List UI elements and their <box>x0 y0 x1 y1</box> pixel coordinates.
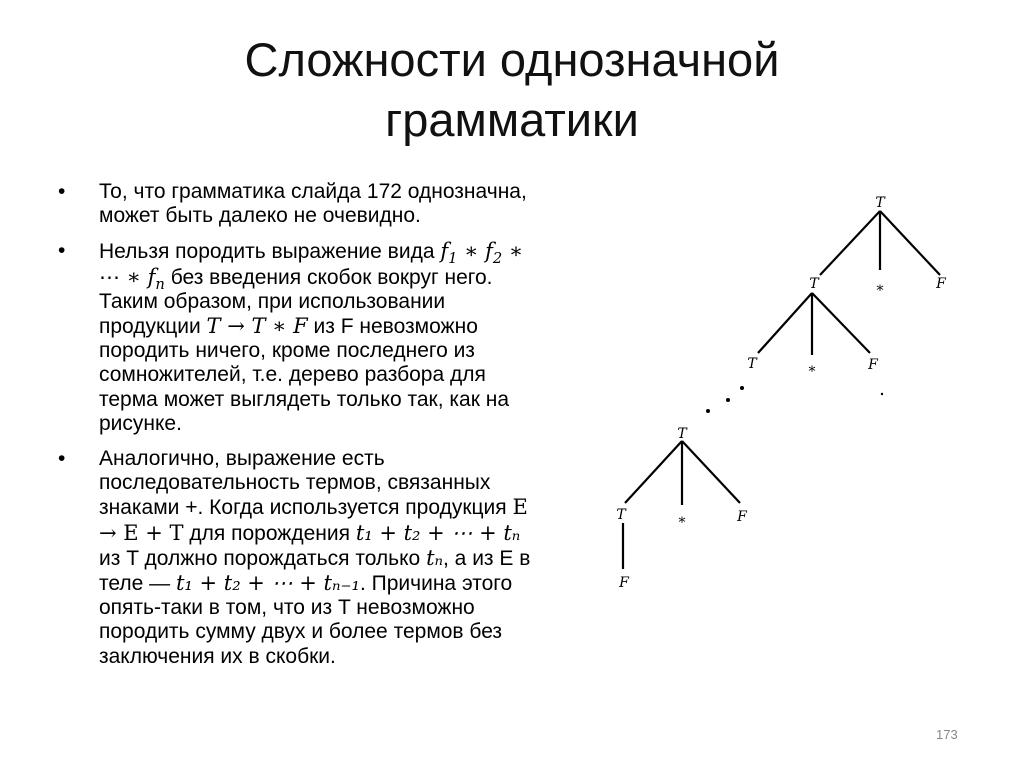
bullet-list <box>58 180 538 680</box>
edge-l3-f <box>682 441 740 503</box>
tree-edges <box>623 211 940 569</box>
title-line-1: Сложности однозначной <box>244 33 780 86</box>
formula-tn: tₙ <box>426 545 444 570</box>
title-line-2: грамматики <box>385 93 639 146</box>
ellipsis-dots <box>706 386 883 413</box>
bullet-dot-icon: • <box>58 180 66 203</box>
bullet-3-text-2: для порождения <box>183 521 356 545</box>
ellipsis-dot <box>706 409 710 413</box>
node-l2-t: T <box>747 356 757 372</box>
node-l2-star: * <box>808 364 816 380</box>
ellipsis-dot <box>740 386 744 390</box>
edge-l3-t <box>625 441 682 503</box>
formula-op-2: ∗ ⋯ ∗ <box>99 239 524 289</box>
edge-root-t <box>820 211 880 275</box>
ellipsis-dot <box>726 398 730 402</box>
node-l3-star: * <box>678 515 686 531</box>
node-l2-f: F <box>868 357 878 373</box>
bullet-2-text-1: Нельзя породить выражение вида <box>99 240 441 264</box>
formula-op-1: ∗ <box>457 239 486 264</box>
bullet-dot-icon: • <box>58 447 66 471</box>
bullet-dot-icon: • <box>58 239 66 263</box>
bullet-item-3 <box>58 447 538 669</box>
bullet-2-text-2: без введения скобок вокруг него. Таким образом, при использовании продукции <box>99 265 493 339</box>
formula-fn: $f_n$ <box>147 264 165 293</box>
bullet-item-2 <box>58 239 538 436</box>
formula-f1: $f_1$ <box>440 239 458 268</box>
node-l3-root-t: T <box>677 426 687 442</box>
stray-dot <box>881 393 883 395</box>
formula-sum-n: t₁ + t₂ + ⋯ + tₙ <box>355 520 521 545</box>
formula-f2: $f_2$ <box>485 239 503 268</box>
bullet-1-text: То, что грамматика слайда 172 однозначна, может быть далеко не очевидно. <box>99 180 527 228</box>
bullet-item-1 <box>58 180 538 228</box>
bullet-3-text-3: из T должно порождаться только <box>99 546 427 570</box>
production-t-t-f: T → T ∗ F <box>206 314 308 339</box>
formula-sum-n-1: t₁ + t₂ + ⋯ + tₙ₋₁ <box>175 571 360 596</box>
node-l1-star: * <box>876 283 884 299</box>
parse-tree-diagram <box>590 185 970 605</box>
bullet-3-text-5: . Причина этого опять-таки в том, что из T невозможно породить сумму двух и более термов без заключения их в скобки. <box>99 572 513 668</box>
page-number: 173 <box>936 727 958 742</box>
production-e-e-t: E → E + T <box>99 495 528 545</box>
edge-l1-t <box>758 293 812 353</box>
node-l1-t: T <box>809 276 819 292</box>
bullet-3-text-4: , а из E в теле — <box>99 546 531 596</box>
node-l3-f: F <box>737 509 747 525</box>
node-l1-f: F <box>936 276 946 292</box>
node-l3-t: T <box>616 507 626 523</box>
node-root-t: T <box>875 195 885 211</box>
slide-title <box>90 30 934 150</box>
edge-root-f <box>880 211 940 275</box>
edge-l1-f <box>812 293 870 353</box>
bullet-2-text-3: из F невозможно породить ничего, кроме последнего из сомножителей, т.е. дерево разбора для терма может выглядеть только так, как на рисунке. <box>99 315 510 435</box>
node-leaf-f: F <box>619 575 629 591</box>
bullet-3-text-1: Аналогично, выражение есть последовательность термов, связанных знаками +. Когда используется продукция <box>99 447 513 520</box>
